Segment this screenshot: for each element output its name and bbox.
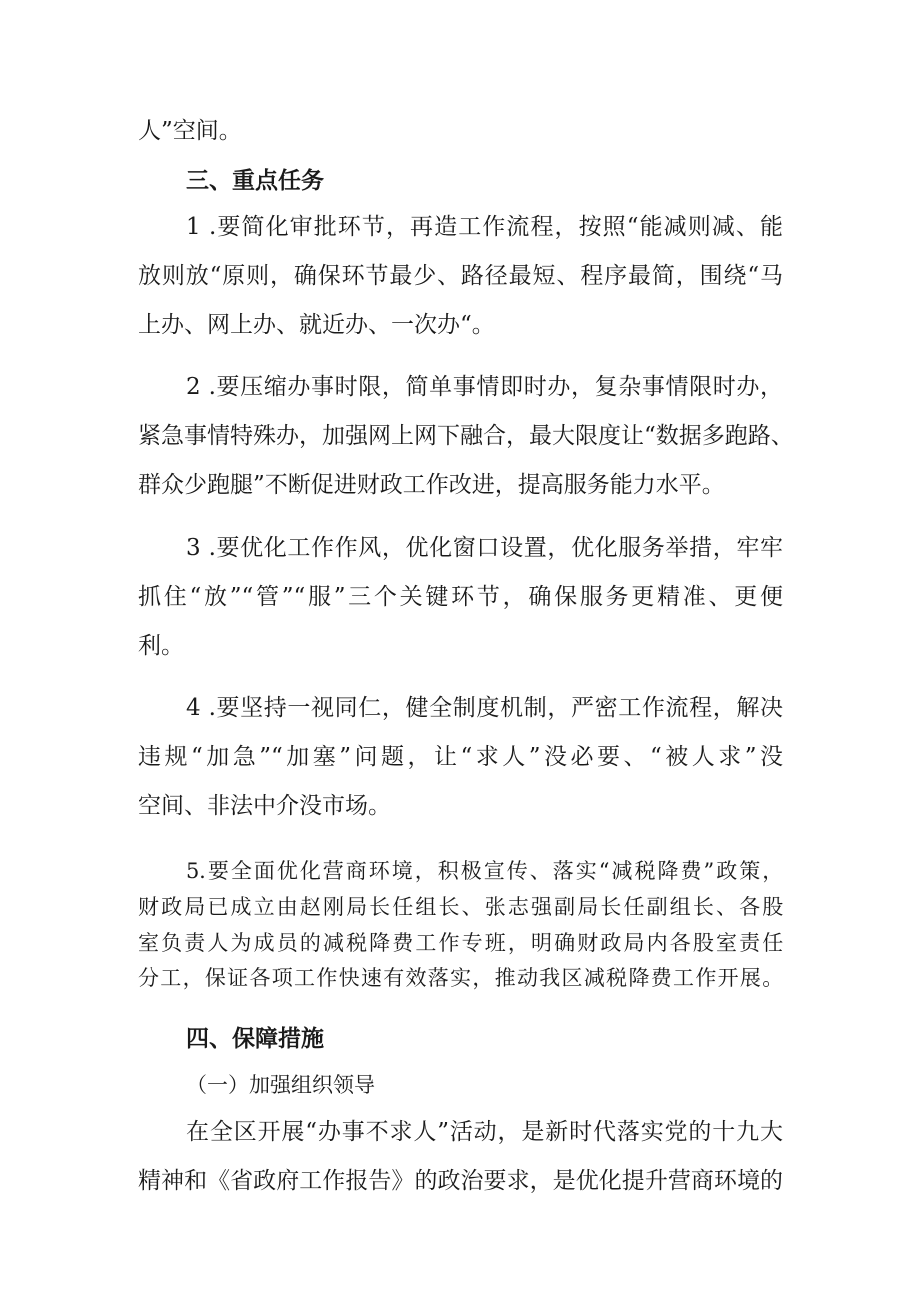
subheading-1: （一）加强组织领导 bbox=[186, 1073, 375, 1097]
item2-line1: 2 .要压缩办事时限，简单事情即时办，复杂事情限时办， bbox=[186, 374, 783, 400]
item3-line1: 3 .要优化工作作风，优化窗口设置，优化服务举措，牢牢 bbox=[186, 535, 783, 561]
para-line1: 在全区开展“办事不求人”活动，是新时代落实党的十九大 bbox=[186, 1119, 783, 1145]
item1-line1: 1 .要简化审批环节，再造工作流程，按照“能减则减、能 bbox=[186, 214, 783, 240]
item5-line3: 室负责人为成员的减税降费工作专班，明确财政局内各股室责任 bbox=[138, 931, 783, 955]
item4-line1: 4 .要坚持一视同仁，健全制度机制，严密工作流程，解决 bbox=[186, 695, 783, 721]
item5-line1: 5.要全面优化营商环境，积极宣传、落实“减税降费”政策， bbox=[186, 859, 783, 883]
item2-line2: 紧急事情特殊办，加强网上网下融合，最大限度让“数据多跑路、 bbox=[138, 423, 794, 449]
item1-line3: 上办、网上办、就近办、一次办“。 bbox=[138, 312, 495, 338]
item5-line2: 财政局已成立由赵刚局长任组长、张志强副局长任副组长、各股 bbox=[138, 895, 783, 919]
continuation-text: 人”空间。 bbox=[138, 118, 242, 144]
item1-line2: 放则放“原则，确保环节最少、路径最短、程序最简，围绕“马 bbox=[138, 263, 783, 289]
para-line2: 精神和《省政府工作报告》的政治要求，是优化提升营商环境的 bbox=[138, 1168, 783, 1194]
item2-line3: 群众少跑腿”不断促进财政工作改进，提高服务能力水平。 bbox=[138, 472, 725, 498]
item4-line3: 空间、非法中介没市场。 bbox=[138, 793, 391, 819]
item4-line2: 违规“加急”“加塞”问题，让“求人”没必要、“被人求”没 bbox=[138, 744, 783, 770]
item3-line2: 抓住“放”“管”“服”三个关键环节，确保服务更精准、更便 bbox=[138, 584, 783, 610]
section-heading-3: 三、重点任务 bbox=[186, 168, 324, 194]
item5-line4: 分工，保证各项工作快速有效落实，推动我区减税降费工作开展。 bbox=[138, 966, 783, 990]
item3-line3: 利。 bbox=[138, 633, 184, 659]
section-heading-4: 四、保障措施 bbox=[186, 1026, 324, 1052]
